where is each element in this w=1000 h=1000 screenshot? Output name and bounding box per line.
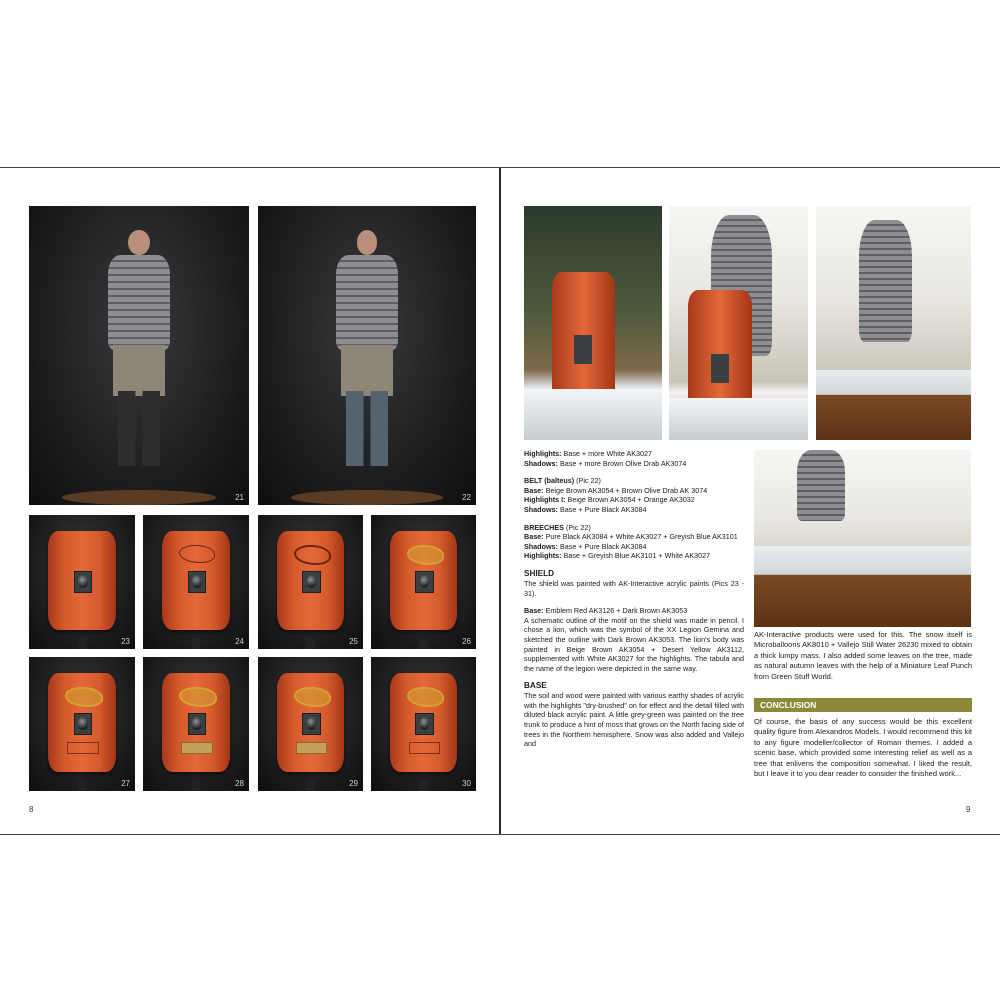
conclusion-body: Of course, the basis of any success would be this excellent quality figure from Alexandros Models. I would recommend this kit to any figure modeller/collector of Roman themes. I added a scenic base, which provided some interesting relief as well as a tree that enlivens the composition somewhat. I liked the result, but I leave it to you dear reader to consider the finished work...: [754, 717, 973, 779]
shield-text-base: Emblem Red AK3126 + Dark Brown AK3053: [543, 606, 688, 616]
photo-shield-26: [371, 515, 476, 649]
photo-diorama-middle: [669, 206, 808, 440]
photo-number-27: 27: [121, 779, 130, 788]
heading-base: BASE: [524, 681, 547, 691]
magazine-spread: [0, 167, 1000, 835]
text-shadows: Base + more Brown Olive Drab AK3074: [557, 458, 687, 468]
breeches-text-base: Pure Black AK3084 + White AK3027 + Greyish Blue AK3101: [543, 532, 738, 542]
label-shadows: Shadows:: [524, 458, 558, 468]
base-continued: AK-Interactive products were used for this. The snow itself is Microballoons AK8010 + Vallejo Still Water 26230 mixed to obtain a thick lumpy mass. I also added some leaves on the tree, made as natural autumn leaves with the help of a Miniature Leaf Punch from Green Stuff World.: [754, 630, 972, 681]
photo-number-30: 30: [462, 779, 471, 788]
photo-number-24: 24: [235, 637, 244, 646]
heading-belt: BELT (balteus): [524, 476, 575, 486]
page-number-right: 9: [966, 805, 971, 814]
photo-number-26: 26: [462, 637, 471, 646]
photo-shield-30: [371, 657, 476, 791]
belt-text-base: Beige Brown AK3054 + Brown Olive Drab AK 3074: [543, 485, 708, 495]
belt-ref: (Pic 22): [574, 476, 601, 486]
conclusion-heading-bar: [754, 698, 972, 712]
left-page: [0, 168, 499, 834]
base-body: The soil and wood were painted with various earthy shades of acrylic with the highlights "dry-brushed" on for effect and the detail filled with diluted black acrylic paint. A little grey-green was painted on the tree trunk to produce a hint of moss that grows on the North facing side of trees in the Northern hemisphere. Snow was also added and Vallejo and: [524, 691, 744, 749]
photo-shield-27: [29, 657, 135, 791]
photo-shield-24: [143, 515, 249, 649]
photo-shield-28: [143, 657, 249, 791]
photo-number-25: 25: [349, 637, 358, 646]
shield-intro: The shield was painted with AK-Interactive acrylic paints (Pics 23 - 31).: [524, 578, 744, 598]
shield-body: A schematic outline of the motif on the shield was made in pencil. I chose a lion, which was the symbol of the XX Legion Gemina and sketched the outline with Dark Brown AK3053. The lion's body was painted in Beige Brown AK3054 + Desert Yellow AK3112, supplemented with White AK3027 for the highlights. The tabula and the name of the legion were depicted in the same way.: [524, 615, 744, 673]
breeches-label-highlights: Highlights:: [524, 551, 562, 561]
breeches-label-shadows: Shadows:: [524, 541, 558, 551]
photo-shield-29: [258, 657, 363, 791]
belt-label-base: Base:: [524, 485, 544, 495]
photo-diorama-left: [524, 206, 662, 440]
photo-number-22: 22: [462, 493, 471, 502]
breeches-ref: (Pic 22): [563, 522, 591, 532]
photo-diorama-base-detail: [754, 450, 971, 627]
breeches-text-shadows: Base + Pure Black AK3084: [557, 541, 647, 551]
belt-text-highlights: Beige Brown AK3054 + Orange AK3032: [565, 495, 695, 505]
figure-front: [323, 230, 410, 481]
photo-number-23: 23: [121, 637, 130, 646]
heading-breeches: BREECHES: [524, 522, 564, 532]
label-highlights: Highlights:: [524, 449, 562, 458]
text-column-left: [524, 449, 744, 757]
photo-shield-25: [258, 515, 363, 649]
photo-number-21: 21: [235, 493, 244, 502]
photo-figure-back: [29, 206, 249, 505]
shield-label-base: Base:: [524, 606, 544, 616]
heading-shield: SHIELD: [524, 568, 555, 578]
photo-figure-front: [258, 206, 476, 505]
photo-number-28: 28: [235, 779, 244, 788]
text-highlights: Base + more White AK3027: [561, 449, 653, 458]
heading-conclusion: CONCLUSION: [760, 700, 817, 710]
photo-shield-23: [29, 515, 135, 649]
photo-number-29: 29: [349, 779, 358, 788]
belt-label-shadows: Shadows:: [524, 504, 558, 514]
text-column-right: [754, 630, 972, 690]
breeches-text-highlights: Base + Greyish Blue AK3101 + White AK3027: [561, 551, 711, 561]
figure-back: [95, 230, 183, 481]
breeches-label-base: Base:: [524, 532, 544, 542]
belt-label-highlights: Highlights I:: [524, 495, 566, 505]
belt-text-shadows: Base + Pure Black AK3084: [557, 504, 647, 514]
page-number-left: 8: [29, 805, 34, 814]
photo-diorama-right: [816, 206, 971, 440]
